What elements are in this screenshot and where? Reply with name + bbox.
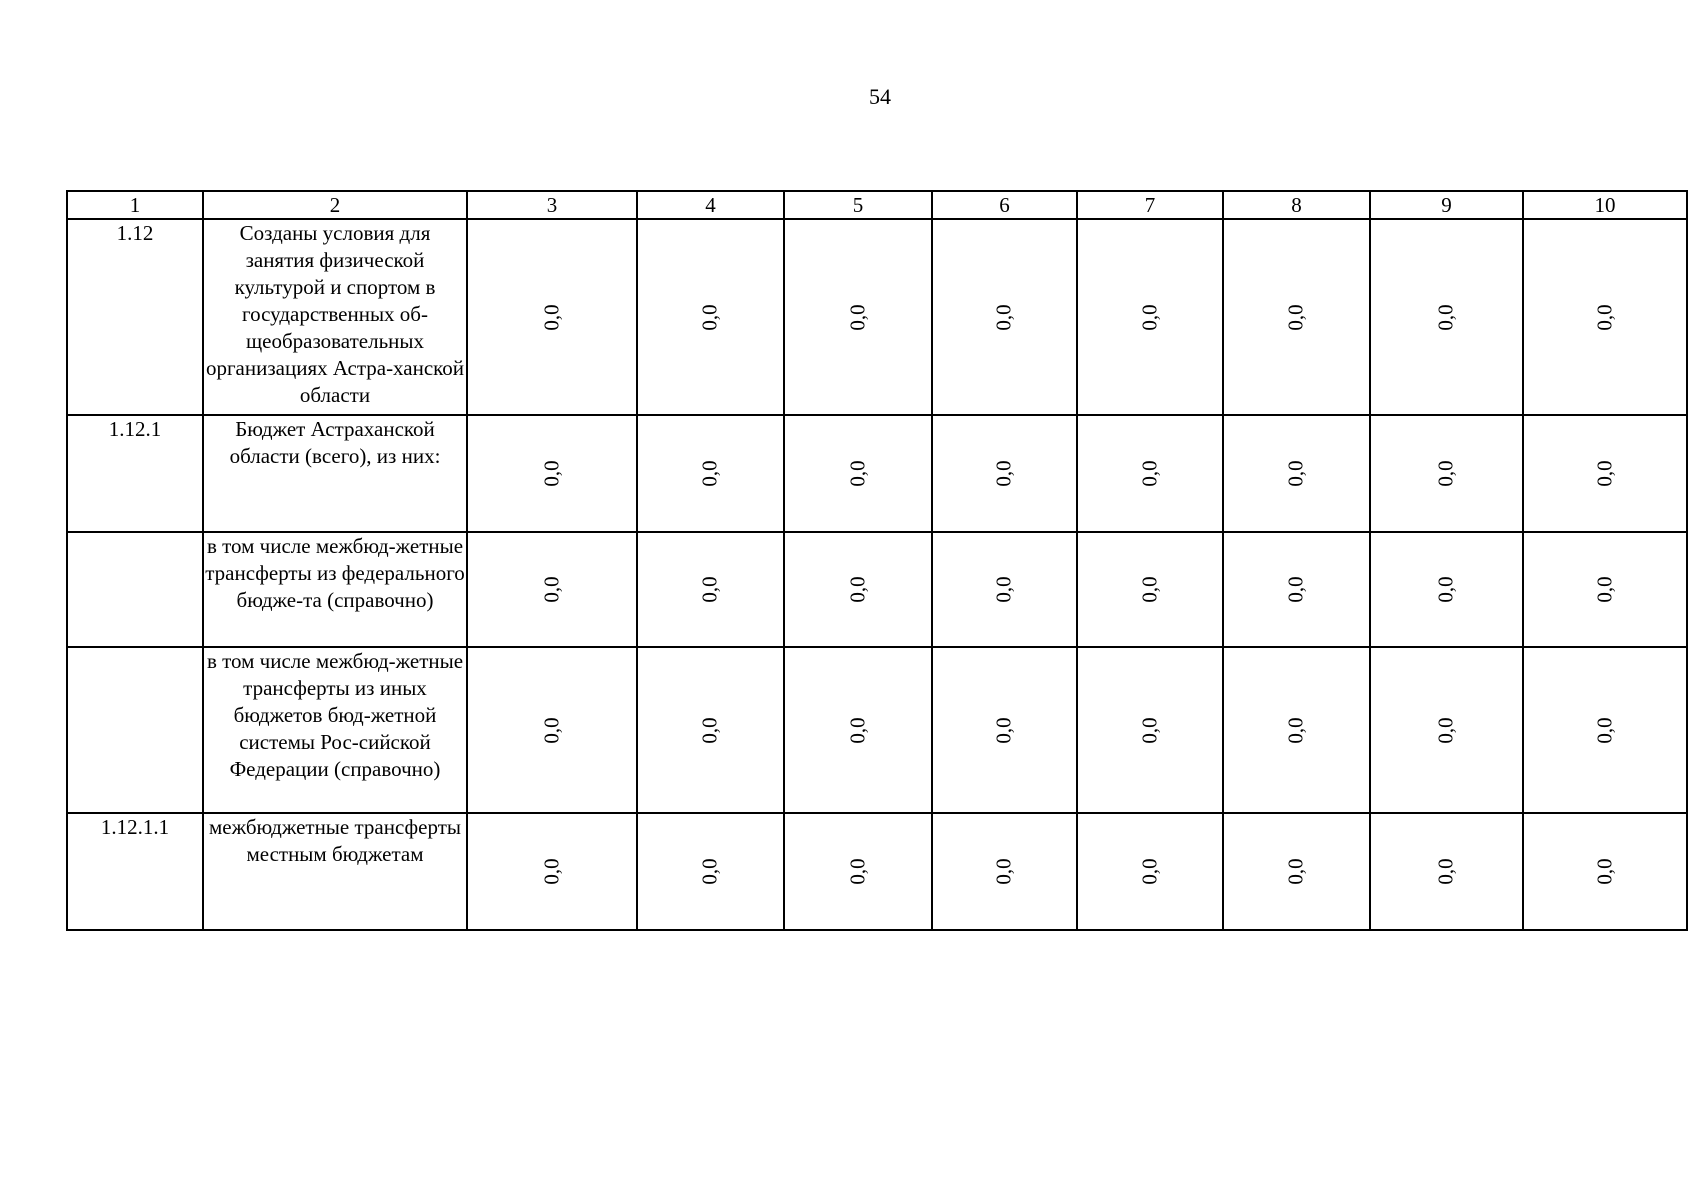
- value-text: 0,0: [1137, 858, 1162, 885]
- table-row: [67, 813, 1687, 930]
- value-text: 0,0: [992, 303, 1016, 331]
- value-text: 0,0: [845, 716, 870, 744]
- value-text: 0,0: [1434, 303, 1458, 331]
- row-name: в том числе межбюд-жетные трансферты из иных бюджетов бюд-жетной системы Рос-сийской Федерации (справочно): [203, 647, 467, 813]
- value-text: 0,0: [1434, 460, 1458, 487]
- value-cell: [1370, 532, 1523, 647]
- row-code: 1.12.1.1: [67, 813, 203, 930]
- value-text: 0,0: [992, 576, 1016, 603]
- value-text: 0,0: [1284, 460, 1308, 487]
- table-row: [67, 415, 1687, 532]
- value-text: 0,0: [1137, 576, 1162, 603]
- column-header: 9: [1370, 191, 1523, 219]
- value-text: 0,0: [1592, 460, 1617, 487]
- value-text: 0,0: [698, 303, 722, 331]
- value-text: 0,0: [1434, 576, 1458, 603]
- value-cell: [1523, 647, 1687, 813]
- column-header: 2: [203, 191, 467, 219]
- value-cell: [1077, 532, 1223, 647]
- column-header: 1: [67, 191, 203, 219]
- value-text: 0,0: [845, 858, 870, 885]
- value-cell: [932, 813, 1077, 930]
- value-text: 0,0: [1592, 716, 1617, 744]
- value-cell: [637, 532, 784, 647]
- value-cell: [1523, 813, 1687, 930]
- value-cell: [1370, 219, 1523, 415]
- value-cell: [784, 647, 932, 813]
- value-cell: [932, 532, 1077, 647]
- value-cell: [467, 813, 637, 930]
- value-cell: [1223, 219, 1370, 415]
- value-text: 0,0: [698, 716, 722, 744]
- value-text: 0,0: [845, 576, 870, 603]
- row-code: [67, 532, 203, 647]
- column-header: 4: [637, 191, 784, 219]
- value-cell: [637, 647, 784, 813]
- value-text: 0,0: [539, 576, 564, 603]
- value-cell: [932, 219, 1077, 415]
- value-cell: [1223, 647, 1370, 813]
- row-code: 1.12: [67, 219, 203, 415]
- value-text: 0,0: [698, 858, 722, 885]
- value-cell: [784, 813, 932, 930]
- value-text: 0,0: [1137, 716, 1162, 744]
- value-cell: [1370, 813, 1523, 930]
- value-cell: [1223, 813, 1370, 930]
- value-text: 0,0: [845, 460, 870, 487]
- column-header: 3: [467, 191, 637, 219]
- value-text: 0,0: [1137, 303, 1162, 331]
- value-cell: [1077, 219, 1223, 415]
- value-text: 0,0: [1284, 858, 1308, 885]
- value-cell: [467, 532, 637, 647]
- value-cell: [932, 647, 1077, 813]
- value-cell: [1523, 532, 1687, 647]
- value-text: 0,0: [1592, 576, 1617, 603]
- column-header: 10: [1523, 191, 1687, 219]
- column-header: 7: [1077, 191, 1223, 219]
- value-cell: [1523, 219, 1687, 415]
- column-header: 5: [784, 191, 932, 219]
- value-cell: [637, 415, 784, 532]
- value-text: 0,0: [539, 858, 564, 885]
- column-header: 8: [1223, 191, 1370, 219]
- budget-table: [66, 190, 1688, 931]
- value-cell: [467, 219, 637, 415]
- row-code: 1.12.1: [67, 415, 203, 532]
- value-text: 0,0: [992, 460, 1016, 487]
- value-text: 0,0: [1592, 858, 1617, 885]
- row-name: Бюджет Астраханской области (всего), из них:: [203, 415, 467, 532]
- row-name: в том числе межбюд-жетные трансферты из федерального бюдже-та (справочно): [203, 532, 467, 647]
- table-row: [67, 532, 1687, 647]
- value-cell: [1077, 647, 1223, 813]
- value-text: 0,0: [1284, 716, 1308, 744]
- value-text: 0,0: [1284, 303, 1308, 331]
- table-row: [67, 219, 1687, 415]
- row-code: [67, 647, 203, 813]
- value-text: 0,0: [539, 716, 564, 744]
- value-cell: [637, 219, 784, 415]
- column-header: 6: [932, 191, 1077, 219]
- value-cell: [1523, 415, 1687, 532]
- value-cell: [637, 813, 784, 930]
- value-text: 0,0: [1137, 460, 1162, 487]
- value-text: 0,0: [845, 303, 870, 331]
- value-text: 0,0: [1592, 303, 1617, 331]
- value-cell: [784, 532, 932, 647]
- value-cell: [932, 415, 1077, 532]
- page-number: 54: [869, 84, 891, 109]
- value-cell: [1370, 415, 1523, 532]
- value-cell: [467, 415, 637, 532]
- value-text: 0,0: [992, 716, 1016, 744]
- row-name: Созданы условия для занятия физической культурой и спортом в государственных об-щеобразовательных организациях Астра-ханской области: [203, 219, 467, 415]
- value-cell: [1370, 647, 1523, 813]
- value-text: 0,0: [539, 303, 564, 331]
- value-cell: [1223, 415, 1370, 532]
- value-cell: [467, 647, 637, 813]
- row-name: межбюджетные трансферты местным бюджетам: [203, 813, 467, 930]
- table-row: [67, 647, 1687, 813]
- value-text: 0,0: [698, 460, 722, 487]
- value-text: 0,0: [698, 576, 722, 603]
- value-cell: [1077, 415, 1223, 532]
- header-row: [67, 191, 1687, 219]
- value-text: 0,0: [1284, 576, 1308, 603]
- value-text: 0,0: [1434, 716, 1458, 744]
- value-cell: [1077, 813, 1223, 930]
- value-text: 0,0: [539, 460, 564, 487]
- value-cell: [784, 219, 932, 415]
- value-text: 0,0: [992, 858, 1016, 885]
- value-cell: [1223, 532, 1370, 647]
- value-cell: [784, 415, 932, 532]
- value-text: 0,0: [1434, 858, 1458, 885]
